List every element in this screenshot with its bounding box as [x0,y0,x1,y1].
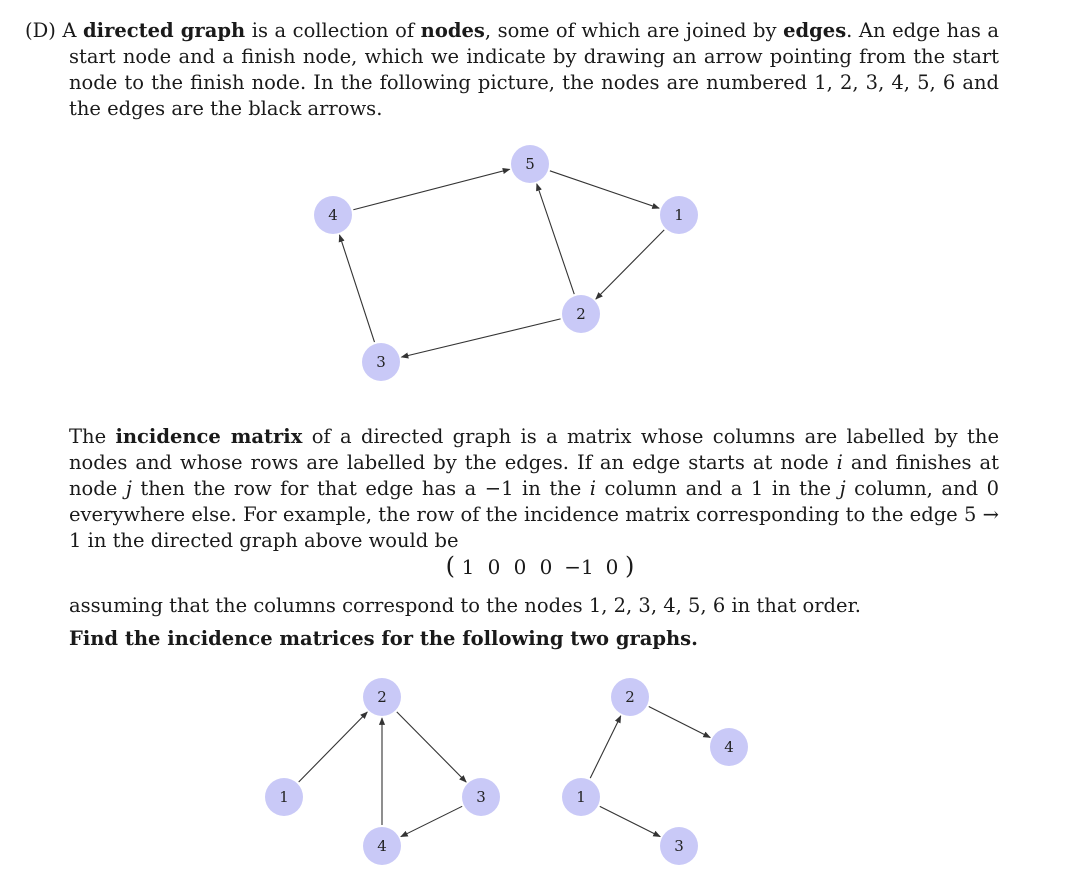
inc-text-3: and finishes at node [69,451,999,500]
graph-a [299,712,467,837]
edge-1-to-3 [600,806,660,836]
incidence-paragraph [69,424,999,554]
term-edges: edges [783,19,847,42]
node-label-5: 5 [525,155,535,173]
node-label-4: 4 [377,837,387,855]
var-i: i [836,451,843,474]
intro-text-1: A [62,19,84,42]
intro-paragraph [25,18,1000,122]
node-label-3: 3 [476,788,486,806]
var-j-2: j [839,477,846,500]
intro-text-2: is a collection of [245,19,421,42]
inc-text-6: column, and 0 everywhere else. For example, the row of the incidence matrix corresponding to the edge 5 → 1 in the directed graph above would be [69,477,999,552]
inc-text-2: of a directed graph is a matrix whose columns are labelled by the nodes and whose rows are labelled by the edges. If an edge starts at node [69,425,999,474]
node-label-1: 1 [674,206,684,224]
graph-b [590,706,710,836]
matrix-entry: 0 [487,555,501,579]
matrix-entry: 0 [513,555,527,579]
edge-2-to-5 [537,184,574,294]
node-label-3: 3 [674,837,684,855]
edge-3-to-4 [401,806,462,836]
node-label-1: 1 [576,788,586,806]
term-directed-graph: directed graph [83,19,246,42]
edge-1-to-2 [299,712,368,782]
matrix-open-paren: ( [445,552,455,580]
edge-4-to-5 [353,169,509,209]
matrix-entry: 0 [605,555,619,579]
edge-2-to-3 [397,712,466,782]
intro-text-4: . An edge has a start node and a finish node, which we indicate by drawing an arrow pointing from the start node to the finish node. In the following picture, the nodes are numbered 1, 2, 3, 4, 5, 6 and the edges are the black arrows. [69,19,1000,120]
matrix-entry: 0 [539,555,553,579]
inc-text-4: then the row for that edge has a −1 in the [131,477,590,500]
matrix-entry: −1 [564,555,594,579]
exercise-graphs [0,670,1080,885]
node-label-2: 2 [377,688,387,706]
node-label-2: 2 [625,688,635,706]
inc-text-5: column and a 1 in the [596,477,840,500]
edge-3-to-4 [340,235,375,342]
incidence-row-example [0,552,1080,581]
var-j: j [125,477,132,500]
edge-1-to-2 [596,230,664,299]
edge-1-to-2 [590,716,621,778]
node-label-2: 2 [576,305,586,323]
matrix-close-paren: ) [625,552,635,580]
edge-2-to-3 [401,319,560,357]
inc-text-1: The [69,425,116,448]
matrix-entry: 1 [461,555,475,579]
node-label-3: 3 [376,353,386,371]
edge-5-to-1 [550,171,659,208]
term-incidence-matrix: incidence matrix [115,425,303,448]
intro-text-3: , some of which are joined by [484,19,784,42]
task-heading: Find the incidence matrices for the following two graphs. [69,627,698,650]
node-label-1: 1 [279,788,289,806]
assuming-paragraph: assuming that the columns correspond to the nodes 1, 2, 3, 4, 5, 6 in that order. [69,594,861,617]
node-label-4: 4 [724,738,734,756]
var-i-2: i [589,477,597,500]
part-label: (D) [25,19,56,42]
term-nodes: nodes [420,19,485,42]
edge-2-to-4 [649,706,711,737]
node-label-4: 4 [328,206,338,224]
